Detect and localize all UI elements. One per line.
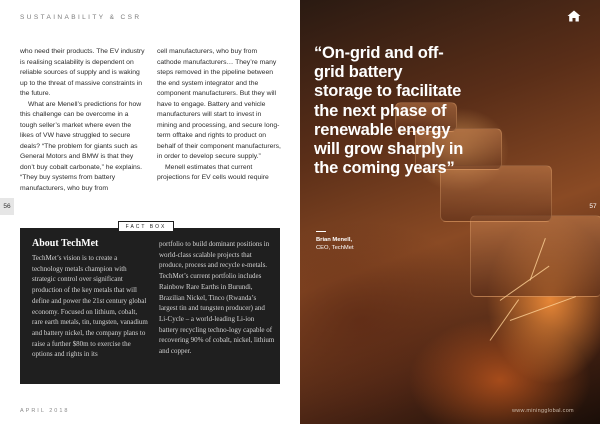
body-column-1 [20, 47, 146, 194]
fact-box-column-2: portfolio to build dominant positions in world-class scalable projects that produce, process and recycle e-metals. TechMet’s current portfolio includes Rainbow Rare Earths in Burundi, Brazilian Nickel, Tinco (Rwanda’s largest tin and tungsten producer) and Li-Cycle – a world-leading Li-ion battery recycling techno-logy capable of recovering 90% of cobalt, nickel, lithium and copper. [159, 240, 275, 356]
quote-author-name: Brian Menell, [316, 237, 353, 243]
section-label: SUSTAINABILITY & CSR [20, 14, 142, 21]
body-paragraph: What are Menell’s predictions for how this challenge can be overcome in a tough seller’s market where even the likes of VW have struggled to secure deals? “The problem for giants such as General Motors and BMW is that they don’t buy cobalt carbonate,” he explains. “They buy systems from battery manufacturers, who buy from [20, 100, 143, 192]
body-paragraph: Menell estimates that current projections for EV cells would require [157, 163, 269, 181]
home-icon[interactable] [567, 10, 581, 22]
fact-box-column-1: TechMet’s vision is to create a technology metals champion with strategic control over significant production of the key metals that will define and power the 21st century global economy. Focused on lithium, cobalt, rare earth metals, tin, tungsten, vanadium and battery nickel, the company plans to raise a further $80m to exercise the options and rights in its [32, 254, 148, 359]
body-paragraph: cell manufacturers, who buy from cathode manufacturers… They’re many steps removed in the pipeline between the end system integrator and the component manufacturers. But they will have to engage. Battery and vehicle manufacturers will start to invest in mining and processing, and secure long-term offtake and rights to product on behalf of their component manufacturers, in order to develop secure supply.” [157, 48, 281, 160]
quote-divider [316, 231, 326, 232]
fact-box [20, 228, 280, 384]
right-page [300, 0, 600, 424]
page-number-right: 57 [589, 203, 597, 210]
spark-streak [490, 299, 519, 341]
fact-box-title: About TechMet [32, 238, 99, 249]
quote-author-title: CEO, TechMet [316, 245, 354, 251]
pull-quote: “On-grid and off-grid battery storage to facilitate the next phase of renewable energy will grow sharply in the coming years” [314, 44, 464, 178]
page-number-left: 56 [0, 198, 14, 215]
footer-website[interactable]: www.miningglobal.com [512, 408, 574, 414]
fact-box-tab: FACT BOX [118, 221, 174, 232]
footer-date: APRIL 2018 [20, 408, 70, 414]
car-body-shape [470, 215, 600, 297]
body-paragraph: who need their products. The EV industry is realising scalability is dependent on reliable sources of supply and is waking up to the threat of massive constraints in the future. [20, 48, 145, 97]
body-column-2 [157, 47, 283, 184]
quote-attribution [316, 236, 354, 252]
spark-streak [510, 296, 576, 321]
